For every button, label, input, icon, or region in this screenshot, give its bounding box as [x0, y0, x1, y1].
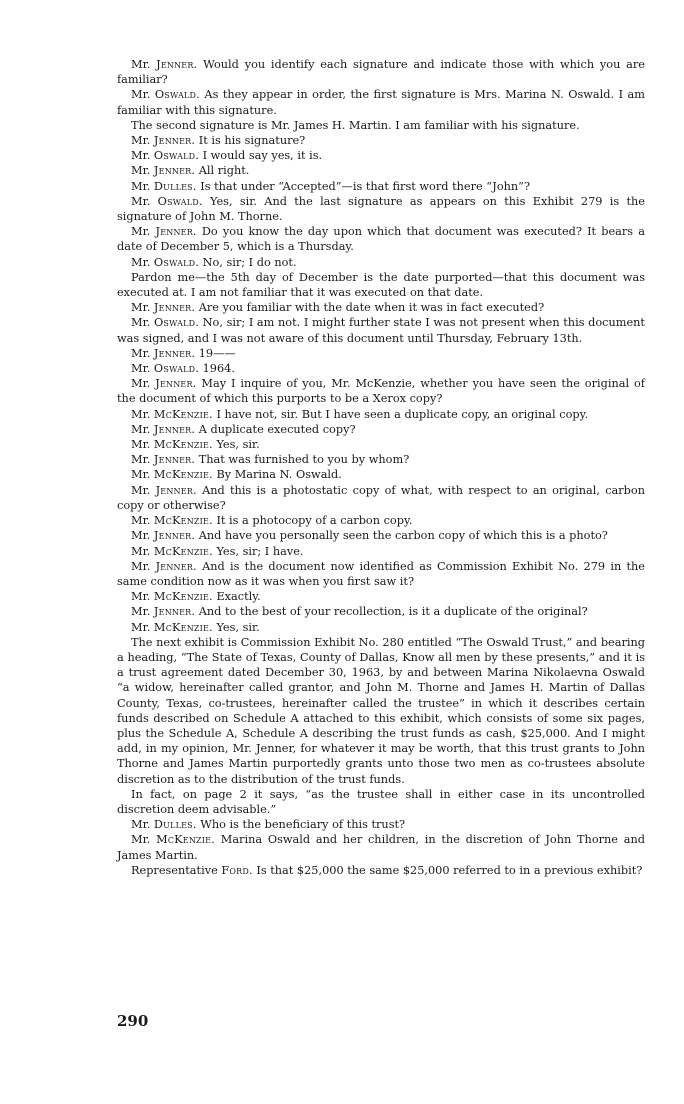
testimony-text: The second signature is Mr. James H. Martin. I am familiar with his signature.	[131, 118, 580, 132]
testimony-paragraph	[117, 863, 645, 878]
testimony-paragraph	[117, 589, 645, 604]
testimony-paragraph	[117, 422, 645, 437]
testimony-paragraph	[117, 57, 645, 87]
testimony-text: Yes, sir; I have.	[216, 544, 304, 558]
testimony-paragraph	[117, 179, 645, 194]
testimony-text: Are you familiar with the date when it was in fact executed?	[198, 301, 545, 315]
testimony-paragraph	[117, 270, 645, 300]
testimony-text: No, sir; I do not.	[202, 255, 297, 269]
speaker-label: Mr. McKenzie.	[131, 620, 213, 634]
testimony-paragraph	[117, 635, 645, 787]
testimony-text: All right.	[198, 164, 250, 178]
testimony-paragraph	[117, 224, 645, 254]
speaker-label: Mr. Oswald.	[131, 362, 199, 376]
testimony-paragraph	[117, 467, 645, 482]
testimony-paragraph	[117, 604, 645, 619]
testimony-text: As they appear in order, the first signature is Mrs. Marina N. Oswald. I am familiar with this signature.	[117, 88, 646, 117]
testimony-paragraph	[117, 544, 645, 559]
testimony-paragraph	[117, 315, 645, 345]
testimony-text: Do you know the day upon which that document was executed? It bears a date of December 5, which is a Thursday.	[117, 225, 645, 254]
testimony-text: May I inquire of you, Mr. McKenzie, whether you have seen the original of the document of which this purports to be a Xerox copy?	[117, 377, 645, 406]
testimony-paragraph	[117, 513, 645, 528]
testimony-text: It is his signature?	[198, 134, 306, 148]
testimony-text: 19——	[198, 346, 236, 360]
speaker-label: Mr. Jenner.	[131, 225, 197, 239]
speaker-label: Mr. Jenner.	[131, 346, 196, 360]
testimony-paragraph	[117, 148, 645, 163]
testimony-text: Yes, sir.	[216, 438, 260, 452]
testimony-paragraph	[117, 361, 645, 376]
speaker-label: Mr. Oswald.	[131, 255, 199, 269]
testimony-text: Exactly.	[216, 590, 261, 604]
testimony-text: By Marina N. Oswald.	[216, 468, 342, 482]
testimony-paragraph	[117, 407, 645, 422]
speaker-label: Mr. Oswald.	[131, 316, 200, 330]
testimony-paragraph	[117, 118, 645, 133]
testimony-text: A duplicate executed copy?	[198, 422, 356, 436]
testimony-text: And is the document now identified as Commission Exhibit No. 279 in the same condition now as it was when you first saw it?	[117, 559, 645, 588]
testimony-paragraph	[117, 620, 645, 635]
testimony-text: I have not, sir. But I have seen a duplicate copy, an original copy.	[216, 407, 589, 421]
testimony-paragraph	[117, 787, 645, 817]
testimony-paragraph	[117, 133, 645, 148]
testimony-text: It is a photocopy of a carbon copy.	[216, 514, 413, 528]
testimony-paragraph	[117, 483, 645, 513]
speaker-label: Mr. Jenner.	[131, 605, 196, 619]
speaker-label: Mr. Oswald.	[131, 88, 200, 102]
transcript-body	[117, 57, 645, 878]
testimony-paragraph	[117, 346, 645, 361]
testimony-text: And to the best of your recollection, is it a duplicate of the original?	[198, 605, 588, 619]
testimony-paragraph	[117, 300, 645, 315]
testimony-text: No, sir; I am not. I might further state I was not present when this document was signed, and I was not aware of this document until Thursday, February 13th.	[117, 316, 645, 345]
testimony-paragraph	[117, 255, 645, 270]
testimony-text: And have you personally seen the carbon copy of which this is a photo?	[198, 529, 608, 543]
testimony-paragraph	[117, 559, 645, 589]
testimony-paragraph	[117, 437, 645, 452]
page-number: 290	[117, 1012, 149, 1030]
speaker-label: Representative Ford.	[131, 863, 253, 877]
testimony-text: I would say yes, it is.	[202, 149, 323, 163]
speaker-label: Mr. Jenner.	[131, 422, 196, 436]
testimony-paragraph	[117, 163, 645, 178]
speaker-label: Mr. Dulles.	[131, 818, 197, 832]
testimony-text: Who is the beneficiary of this trust?	[200, 818, 406, 832]
speaker-label: Mr. Jenner.	[131, 559, 197, 573]
speaker-label: Mr. Dulles.	[131, 179, 197, 193]
testimony-paragraph	[117, 87, 645, 117]
testimony-paragraph	[117, 528, 645, 543]
speaker-label: Mr. Jenner.	[131, 377, 197, 391]
speaker-label: Mr. Jenner.	[131, 134, 196, 148]
testimony-text: Is that under “Accepted”—is that first word there “John”?	[200, 179, 530, 193]
speaker-label: Mr. Jenner.	[131, 58, 198, 71]
testimony-text: In fact, on page 2 it says, “as the trustee shall in either case in its uncontrolled discretion deem advisable.”	[117, 787, 645, 816]
speaker-label: Mr. Jenner.	[131, 529, 196, 543]
testimony-text: And this is a photostatic copy of what, with respect to an original, carbon copy or otherwise?	[117, 483, 645, 512]
speaker-label: Mr. McKenzie.	[131, 438, 213, 452]
testimony-text: That was furnished to you by whom?	[198, 453, 410, 467]
speaker-label: Mr. McKenzie.	[131, 407, 213, 421]
speaker-label: Mr. McKenzie.	[131, 468, 213, 482]
speaker-label: Mr. Oswald.	[131, 149, 199, 163]
testimony-paragraph	[117, 194, 645, 224]
testimony-text: Marina Oswald and her children, in the discretion of John Thorne and James Martin.	[117, 833, 645, 862]
speaker-label: Mr. Jenner.	[131, 453, 196, 467]
testimony-paragraph	[117, 832, 645, 862]
speaker-label: Mr. Oswald.	[131, 194, 203, 208]
speaker-label: Mr. McKenzie.	[131, 833, 215, 847]
speaker-label: Mr. Jenner.	[131, 164, 196, 178]
testimony-paragraph	[117, 452, 645, 467]
testimony-text: Is that $25,000 the same $25,000 referred to in a previous exhibit?	[256, 863, 643, 877]
speaker-label: Mr. McKenzie.	[131, 544, 213, 558]
speaker-label: Mr. McKenzie.	[131, 590, 213, 604]
testimony-text: Pardon me—the 5th day of December is the date purported—that this document was executed at. I am not familiar that it was executed on that date.	[117, 270, 645, 300]
speaker-label: Mr. Jenner.	[131, 301, 196, 315]
speaker-label: Mr. Jenner.	[131, 483, 197, 497]
testimony-text: Yes, sir.	[216, 620, 260, 634]
testimony-text: Would you identify each signature and indicate those with which you are familiar?	[117, 58, 645, 87]
testimony-text: The next exhibit is Commission Exhibit No. 280 entitled “The Oswald Trust,” and bearing a heading, “The State of Texas, County of Dallas, Know all men by these presents,” and it is a trust agreement dated December 30, 1963, by and between Marina Nikolaevna Oswald “a widow, hereinafter called grantor, and John M. Thorne and James H. Martin of Dallas County, Texas, co-trustees, hereinafter called the trustee” in which it describes certain funds described on Schedule A attached to this exhibit, which consists of some six pages, plus the Schedule A, Schedule A describing the trust funds as cash, $25,000. And I might add, in my opinion, Mr. Jenner, for whatever it may be worth, that this trust grants to John Thorne and James Martin purportedly grants unto those two men as co-trustees absolute discretion as to the distribution of the trust funds.	[117, 635, 645, 786]
testimony-text: 1964.	[202, 362, 235, 376]
testimony-text: Yes, sir. And the last signature as appears on this Exhibit 279 is the signature of John M. Thorne.	[117, 194, 645, 224]
testimony-paragraph	[117, 376, 645, 406]
testimony-paragraph	[117, 817, 645, 832]
speaker-label: Mr. McKenzie.	[131, 514, 213, 528]
